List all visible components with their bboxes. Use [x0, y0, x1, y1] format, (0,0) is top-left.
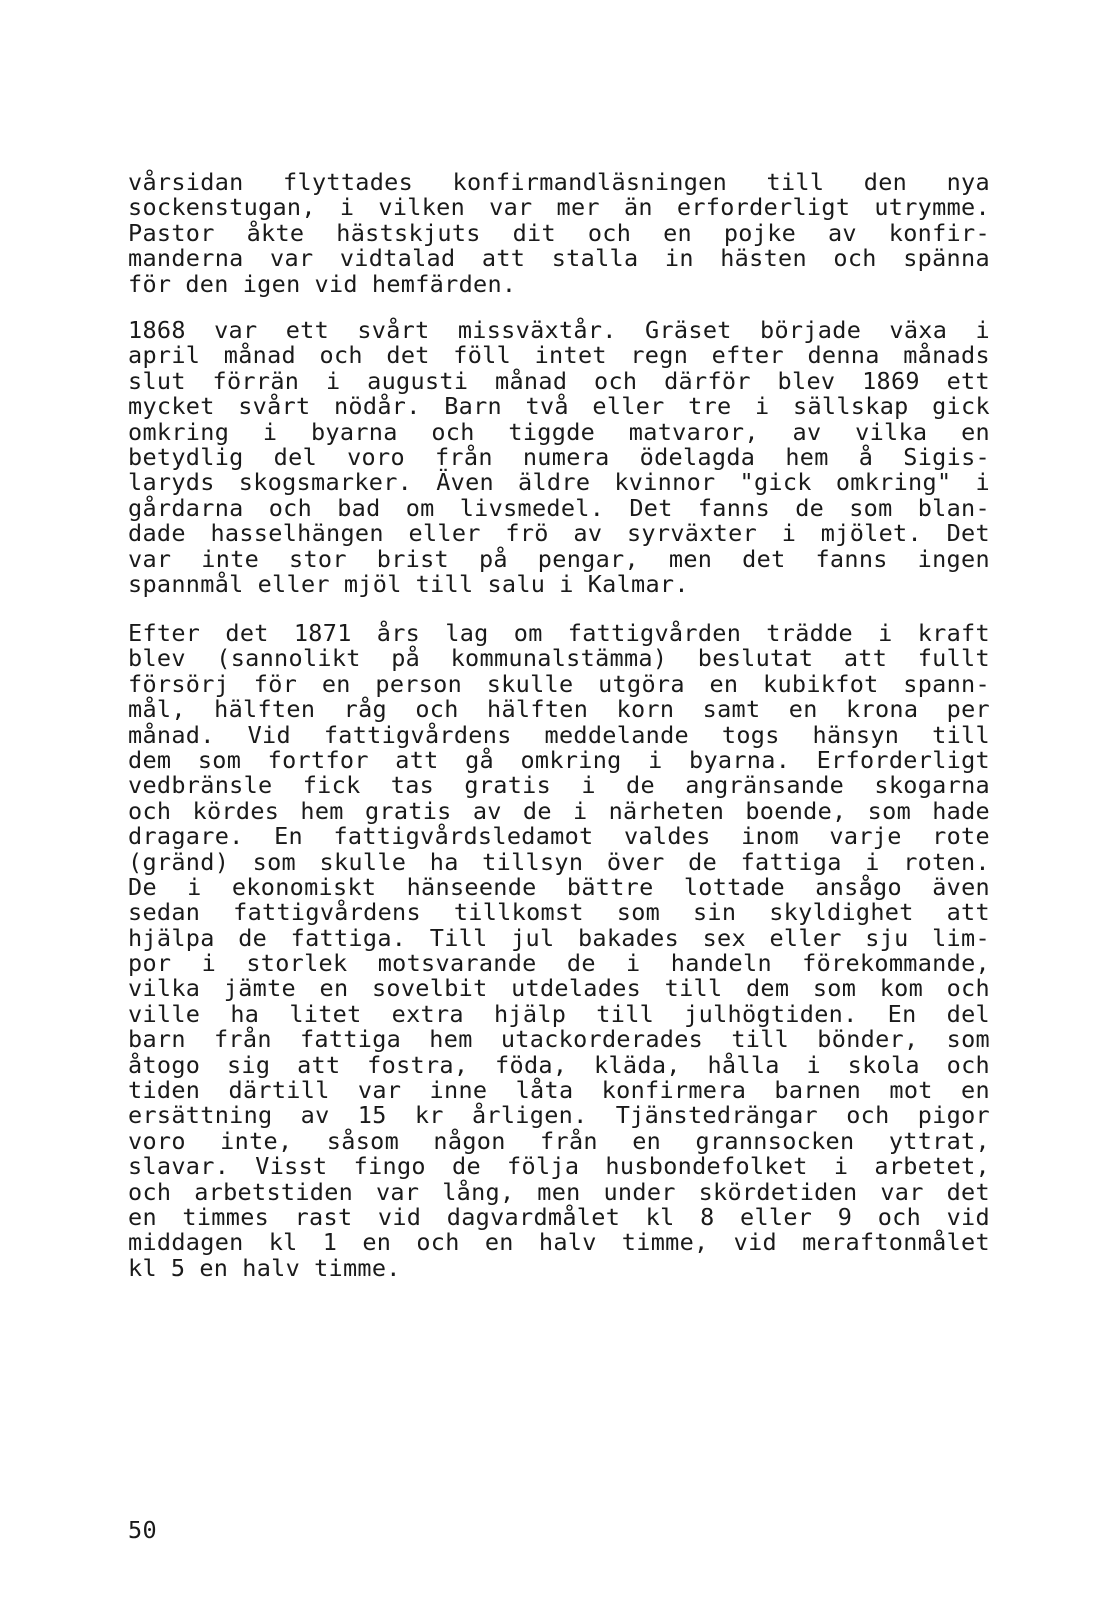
text-line: mål, hälften råg och hälften korn samt en krona per [128, 695, 990, 724]
paragraph-confirmation-classes [128, 170, 990, 297]
text-line: Efter det 1871 års lag om fattigvården trädde i kraft [128, 619, 990, 647]
text-line: Pastor åkte hästskjuts dit och en pojke av konfir- [128, 218, 990, 247]
text-line: ersättning av 15 kr årligen. Tjänstedrängar och pigor [128, 1101, 990, 1130]
text-line: gårdarna och bad om livsmedel. Det fanns de som blan- [128, 493, 990, 522]
text-line: hjälpa de fattiga. Till jul bakades sex eller sju lim- [128, 923, 990, 952]
text-line: (gränd) som skulle ha tillsyn över de fattiga i roten. [128, 847, 990, 876]
text-line: 1868 var ett svårt missväxtår. Gräset började växa i [128, 316, 990, 344]
text-line: sedan fattigvårdens tillkomst som sin skyldighet att [128, 898, 990, 927]
text-line: var inte stor brist på pengar, men det fanns ingen [128, 544, 990, 573]
paragraph-poor-relief [128, 621, 990, 1281]
text-line: omkring i byarna och tiggde matvaror, av vilka en [128, 417, 990, 446]
text-line: barn från fattiga hem utackorderades till bönder, som [128, 1025, 990, 1054]
text-line: dragare. En fattigvårdsledamot valdes inom varje rote [128, 822, 990, 851]
text-line: manderna var vidtalad att stalla in hästen och spänna [128, 244, 990, 273]
text-line: slut förrän i augusti månad och därför blev 1869 ett [128, 366, 990, 395]
page-number: 50 [128, 1516, 157, 1544]
text-line: mycket svårt nödår. Barn två eller tre i sällskap gick [128, 392, 990, 421]
text-line: De i ekonomiskt hänseende bättre lottade ansågo även [128, 872, 990, 901]
text-line: april månad och det föll intet regn efter denna månads [128, 341, 990, 370]
text-line: blev (sannolikt på kommunalstämma) beslutat att fullt [128, 644, 990, 673]
text-line: voro inte, såsom någon från en grannsocken yttrat, [128, 1126, 990, 1155]
text-line: ville ha litet extra hjälp till julhögtiden. En del [128, 999, 990, 1028]
text-line: en timmes rast vid dagvardmålet kl 8 eller 9 och vid [128, 1202, 990, 1231]
text-line: och kördes hem gratis av de i närheten boende, som hade [128, 796, 990, 825]
text-line: och arbetstiden var lång, men under skördetiden var det [128, 1177, 990, 1206]
text-line: por i storlek motsvarande de i handeln förekommande, [128, 949, 990, 978]
text-line: vedbränsle fick tas gratis i de angränsande skogarna [128, 771, 990, 800]
text-line: månad. Vid fattigvårdens meddelande togs hänsyn till [128, 720, 990, 749]
text-line: för den igen vid hemfärden. [128, 269, 517, 298]
text-line: dade hasselhängen eller frö av syrväxter i mjölet. Det [128, 519, 990, 548]
text-line: tiden därtill var inne låta konfirmera barnen mot en [128, 1076, 990, 1105]
text-line: betydlig del voro från numera ödelagda hem å Sigis- [128, 442, 990, 471]
text-line: vårsidan flyttades konfirmandläsningen till den nya [128, 168, 990, 196]
text-line: sockenstugan, i vilken var mer än erforderligt utrymme. [128, 193, 990, 222]
text-line: dem som fortfor att gå omkring i byarna. Erforderligt [128, 745, 990, 774]
text-line: laryds skogsmarker. Även äldre kvinnor "gick omkring" i [128, 468, 990, 497]
text-line: middagen kl 1 en och en halv timme, vid meraftonmålet [128, 1228, 990, 1257]
paragraph-famine-1868 [128, 318, 990, 597]
text-line: kl 5 en halv timme. [128, 1253, 401, 1282]
text-line: vilka jämte en sovelbit utdelades till dem som kom och [128, 974, 990, 1003]
text-line: åtogo sig att fostra, föda, kläda, hålla i skola och [128, 1050, 990, 1079]
text-line: slavar. Visst fingo de följa husbondefolket i arbetet, [128, 1152, 990, 1181]
text-line: spannmål eller mjöl till salu i Kalmar. [128, 569, 689, 598]
text-line: försörj för en person skulle utgöra en kubikfot spann- [128, 669, 990, 698]
